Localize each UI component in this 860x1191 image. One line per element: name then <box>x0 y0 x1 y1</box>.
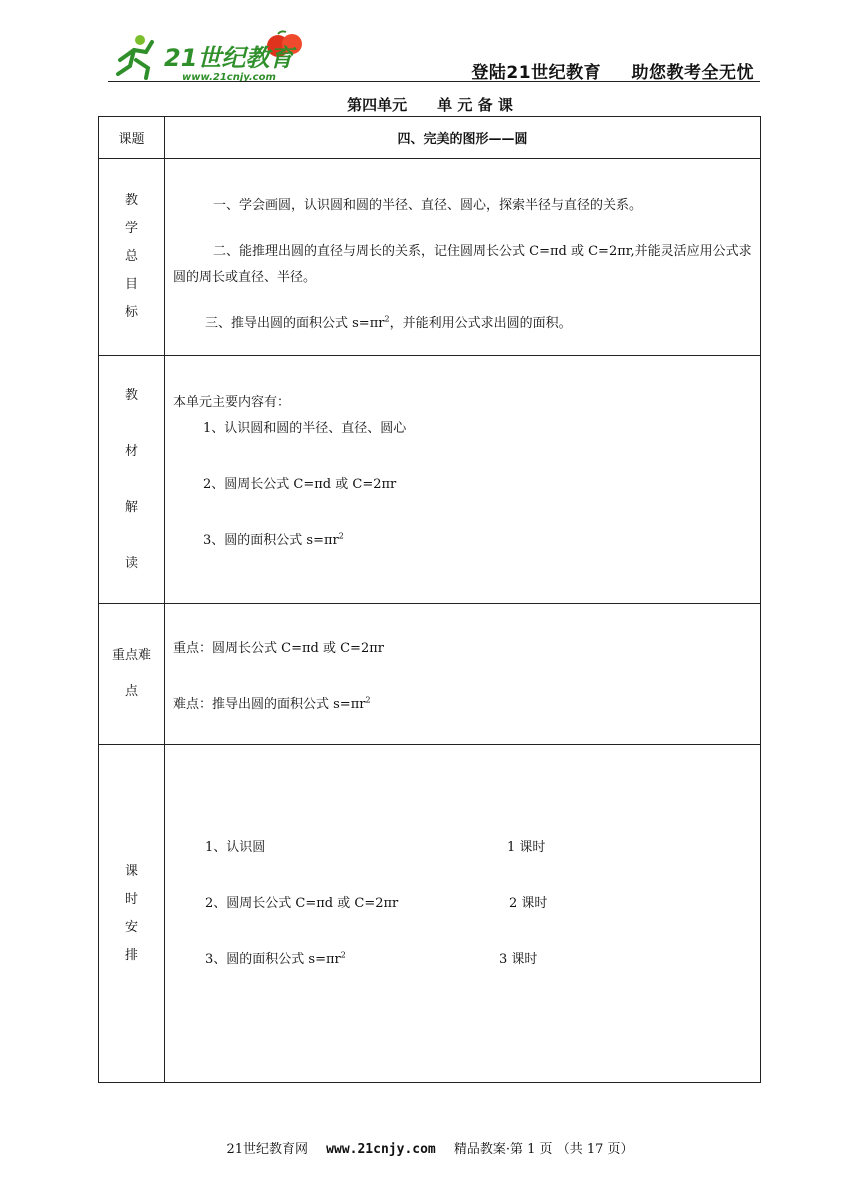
label-material: 教 材 解 读 <box>99 356 165 604</box>
material-intro: 本单元主要内容有： <box>173 395 291 410</box>
unit-plan-table <box>98 116 761 1083</box>
site-logo <box>112 30 312 82</box>
material-item-2: 2、圆周长公式 C=πd 或 C=2πr <box>203 477 397 492</box>
goals-content <box>165 159 761 356</box>
row-schedule <box>99 745 761 1083</box>
row-goals <box>99 159 761 356</box>
logo-url: www.21cnjy.com <box>182 72 276 82</box>
footer-page-info: 精品教案·第 1 页 （共 17 页） <box>453 1142 634 1157</box>
schedule-content <box>165 745 761 1083</box>
difficult-point: 难点：推导出圆的面积公式 $s=\pi r^2$ <box>173 695 371 712</box>
running-figure-icon <box>118 35 152 78</box>
label-topic: 课题 <box>99 117 165 159</box>
key-point: 重点：圆周长公式 C=πd 或 C=2πr <box>173 641 384 656</box>
page-footer <box>0 1138 860 1157</box>
goal-3: 三、推导出圆的面积公式 $s=\pi r^2$，并能利用公式求出圆的面积。 <box>205 314 572 331</box>
footer-site-name: 21世纪教育网 <box>226 1142 309 1157</box>
slogan-login: 登陆21世纪教育 <box>471 63 602 83</box>
row-topic <box>99 117 761 159</box>
row-keypoints <box>99 604 761 745</box>
label-keypoints: 重点难点 <box>99 604 165 745</box>
row-material <box>99 356 761 604</box>
footer-url[interactable]: www.21cnjy.com <box>326 1142 436 1157</box>
topic-value: 四、完美的图形——圆 <box>165 117 761 159</box>
label-goals: 教 学 总 目 标 <box>99 159 165 356</box>
goal-2: 二、能推理出圆的直径与周长的关系，记住圆周长公式 C=πd 或 C=2πr,并能灵活应用公式求圆的周长或直径、半径。 <box>173 244 752 285</box>
keypoints-content <box>165 604 761 745</box>
logo-title: 21世纪教育 <box>164 44 294 72</box>
schedule-item: 3、圆的面积公式 $s=\pi r^2$ 3 课时 <box>205 950 538 967</box>
document-title: 第四单元 单 元 备 课 <box>347 96 513 114</box>
label-schedule: 课 时 安 排 <box>99 745 165 1083</box>
material-content <box>165 356 761 604</box>
slogan-help: 助您教考全无忧 <box>631 63 754 83</box>
material-item-1: 1、认识圆和圆的半径、直径、圆心 <box>203 421 407 436</box>
goal-1: 一、学会画圆，认识圆和圆的半径、直径、圆心，探索半径与直径的关系。 <box>213 198 643 213</box>
material-item-3: 3、圆的面积公式 $s=\pi r^2$ <box>203 531 344 548</box>
header-divider <box>108 81 760 82</box>
header-slogan <box>447 58 754 83</box>
schedule-item: 2、圆周长公式 C=πd 或 C=2πr 2 课时 <box>205 896 548 911</box>
schedule-item: 1、认识圆 1 课时 <box>205 840 546 855</box>
